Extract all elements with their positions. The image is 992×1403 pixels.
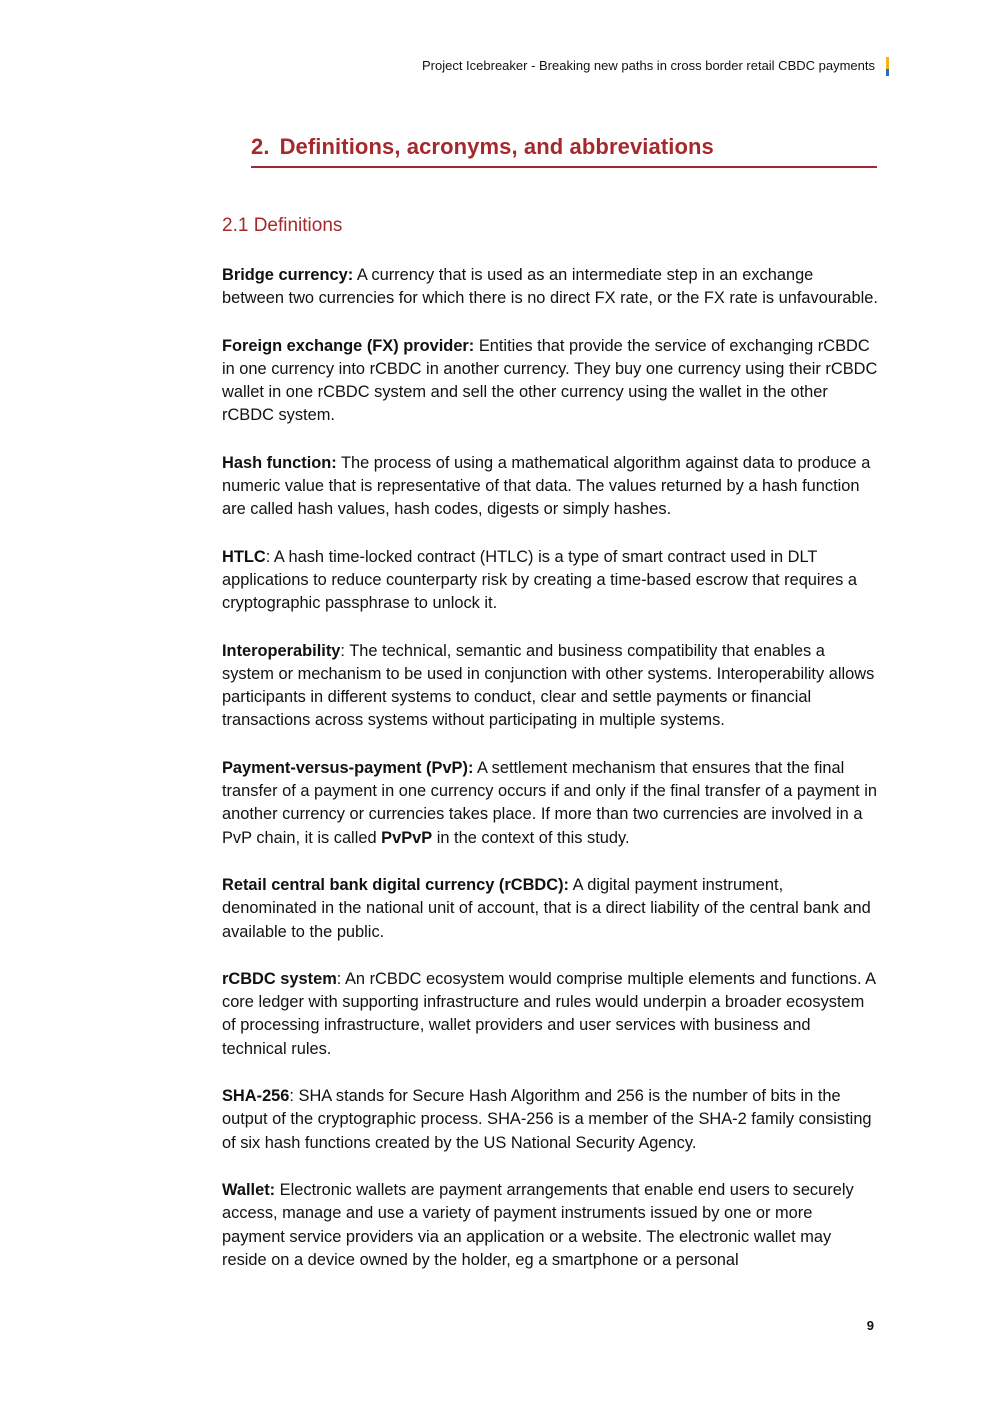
chapter-heading bbox=[251, 134, 877, 168]
section-heading: 2.1 Definitions bbox=[222, 215, 343, 236]
definition-term: rCBDC system bbox=[222, 969, 337, 988]
definition-rcbdc bbox=[222, 874, 878, 944]
header-accent-bar bbox=[886, 57, 889, 76]
definition-text-continued: in the context of this study. bbox=[432, 828, 630, 847]
definition-text: : SHA stands for Secure Hash Algorithm and 256 is the number of bits in the output of the cryptographic process. SHA-256 is a member of the SHA-2 family consisting of six hash functions created by the US National Security Agency. bbox=[222, 1087, 872, 1152]
definition-text: : An rCBDC ecosystem would comprise multiple elements and functions. A core ledger with supporting infrastructure and rules would underpin a broader ecosystem of processing infrastructure, wallet providers and user services with business and technical rules. bbox=[222, 969, 876, 1058]
definition-hash-function bbox=[222, 452, 878, 522]
definition-term: Hash function: bbox=[222, 453, 337, 472]
definition-term-inline: PvPvP bbox=[381, 828, 433, 847]
chapter-title: Definitions, acronyms, and abbreviations bbox=[279, 134, 714, 159]
definition-wallet bbox=[222, 1179, 878, 1272]
definition-text: Entities that provide the service of exchanging rCBDC in one currency into rCBDC in another currency. They buy one currency using their rCBDC wallet in one rCBDC system and sell the other currency using the wallet in the other rCBDC system. bbox=[222, 336, 878, 425]
definition-fx-provider bbox=[222, 335, 878, 428]
definition-sha-256 bbox=[222, 1085, 878, 1155]
definition-interoperability bbox=[222, 640, 878, 733]
definition-text: Electronic wallets are payment arrangements that enable end users to securely access, manage and use a variety of payment instruments issued by one or more payment service providers via an application or a website. The electronic wallet may reside on a device owned by the holder, eg a smartphone or a personal bbox=[222, 1180, 854, 1269]
definition-term: HTLC bbox=[222, 547, 266, 566]
definition-text: A settlement mechanism that ensures that the final transfer of a payment in one currency occurs if and only if the final transfer of a payment in another currency or currencies takes place. If more than two currencies are involved in a PvP chain, it is called bbox=[222, 758, 878, 847]
definition-term: SHA-256 bbox=[222, 1087, 290, 1106]
definition-text: A digital payment instrument, denominated in the national unit of account, that is a direct liability of the central bank and available to the public. bbox=[222, 875, 871, 941]
page-number: 9 bbox=[866, 1318, 874, 1333]
definitions-list bbox=[222, 264, 878, 1290]
chapter-number: 2. bbox=[251, 134, 270, 159]
definition-term: Foreign exchange (FX) provider: bbox=[222, 336, 475, 355]
definition-pvp bbox=[222, 757, 878, 850]
definition-term: Retail central bank digital currency (rCBDC): bbox=[222, 875, 570, 894]
definition-term: Interoperability bbox=[222, 641, 341, 660]
definition-term: Payment-versus-payment (PvP): bbox=[222, 758, 474, 777]
definition-text: : A hash time-locked contract (HTLC) is a type of smart contract used in DLT applications to reduce counterparty risk by creating a time-based escrow that requires a cryptographic passphrase to unlock it. bbox=[222, 547, 858, 613]
definition-term: Bridge currency: bbox=[222, 266, 354, 284]
definition-text: The process of using a mathematical algorithm against data to produce a numeric value that is representative of that data. The values returned by a hash function are called hash values, hash codes, digests or simply hashes. bbox=[222, 453, 871, 519]
definition-htlc bbox=[222, 546, 878, 616]
definition-bridge-currency bbox=[222, 264, 878, 311]
definition-text: A currency that is used as an intermediate step in an exchange between two currencies for which there is no direct FX rate, or the FX rate is unfavourable. bbox=[222, 266, 878, 308]
definition-rcbdc-system bbox=[222, 968, 878, 1061]
running-header: Project Icebreaker - Breaking new paths in cross border retail CBDC payments bbox=[421, 58, 875, 73]
header-accent-bar-bottom bbox=[886, 69, 889, 76]
header-accent-bar-top bbox=[886, 57, 889, 69]
definition-text: : The technical, semantic and business compatibility that enables a system or mechanism to be used in conjunction with other systems. Interoperability allows participants in different systems to conduct, clear and settle payments or financial transactions across systems without participating in multiple systems. bbox=[222, 641, 875, 730]
definition-term: Wallet: bbox=[222, 1180, 276, 1199]
